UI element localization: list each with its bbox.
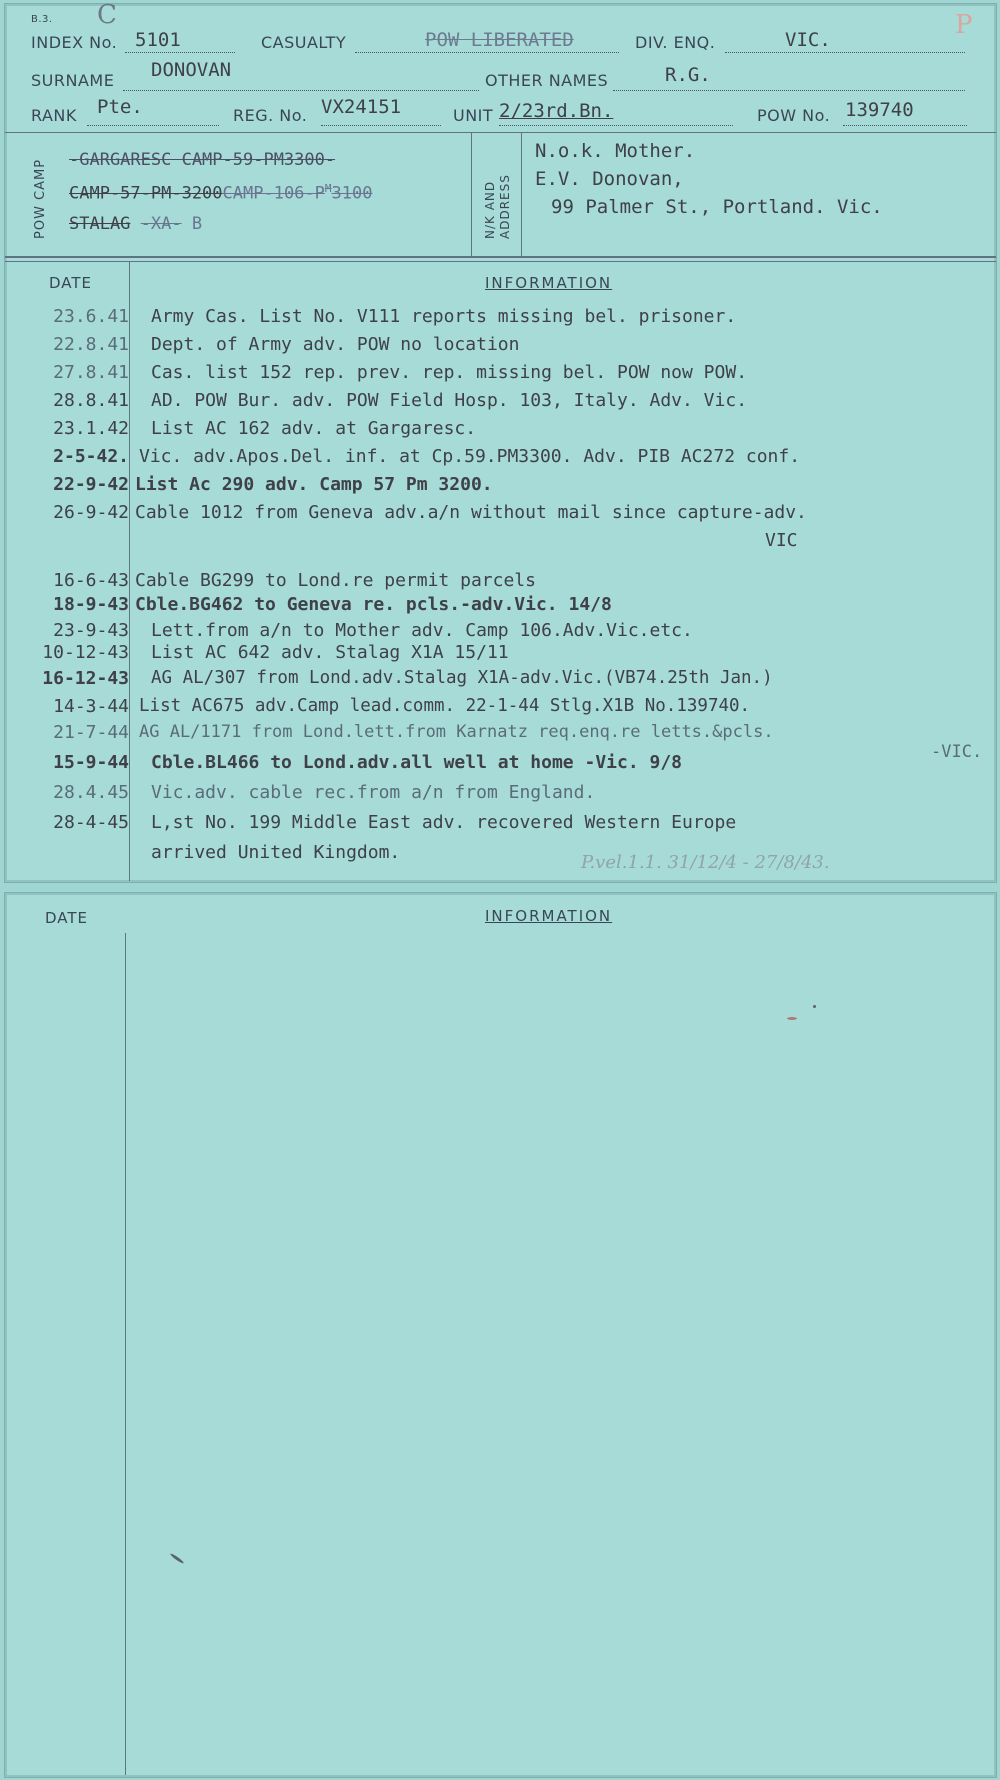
log-text: AG AL/1171 from Lond.lett.from Karnatz req.enq.re letts.&pcls.: [139, 722, 774, 742]
log-text: AG AL/307 from Lond.adv.Stalag X1A-adv.Vic.(VB74.25th Jan.): [151, 668, 773, 688]
nok-label-line-1: N/K AND: [483, 180, 497, 239]
log-text-continued: VIC: [765, 530, 798, 551]
nok-line-2: E.V. Donovan,: [535, 168, 684, 190]
log-text: List AC675 adv.Camp lead.comm. 22-1-44 Stlg.X1B No.139740.: [139, 696, 751, 716]
log-date: 23-9-43: [53, 620, 129, 641]
log-row: [5, 594, 996, 622]
log-date: 21-7-44: [53, 722, 129, 743]
log-row: [5, 474, 996, 502]
log-text: AD. POW Bur. adv. POW Field Hosp. 103, Italy. Adv. Vic.: [151, 390, 748, 411]
pow-camp-106: CAMP-106-P: [222, 183, 325, 204]
log-row: [5, 812, 996, 868]
form-code: B.3.: [31, 14, 53, 25]
surname-value: DONOVAN: [151, 59, 232, 81]
ink-speck: [170, 1553, 185, 1565]
pow-no-label: POW No.: [757, 106, 831, 125]
log-row: [5, 362, 996, 390]
log-text: Vic.adv. cable rec.from a/n from England.: [151, 782, 596, 803]
nok-label: [483, 174, 513, 239]
log-row: [5, 752, 996, 780]
log-date: 23.6.41: [53, 306, 129, 327]
log-row: [5, 696, 996, 724]
pow-camp-line-2: [69, 182, 372, 204]
index-label: INDEX No.: [31, 33, 118, 52]
ink-speck: [813, 1005, 816, 1008]
log-date: 2-5-42.: [53, 446, 129, 467]
nok-label-line-2: ADDRESS: [498, 174, 512, 239]
card-back: [4, 892, 997, 1778]
log-row: [5, 642, 996, 670]
log-date: 18-9-43: [53, 594, 129, 615]
log-date: 23.1.42: [53, 418, 129, 439]
pow-camp-106-pm: 3100: [331, 183, 373, 204]
log-date: 16-6-43: [53, 570, 129, 591]
log-text: Cas. list 152 rep. prev. rep. missing bel. POW now POW.: [151, 362, 748, 383]
handwritten-mark: C: [97, 0, 117, 30]
log-text: L,st No. 199 Middle East adv. recovered Western Europe: [151, 812, 737, 833]
log-date: 14-3-44: [53, 696, 129, 717]
log-text: Cable BG299 to Lond.re permit parcels: [135, 570, 536, 591]
other-names-value: R.G.: [665, 64, 711, 86]
pow-camp-label: POW CAMP: [33, 158, 48, 239]
log-date: 28.4.45: [53, 782, 129, 803]
casualty-value: POW LIBERATED: [425, 29, 574, 51]
log-text: Vic. adv.Apos.Del. inf. at Cp.59.PM3300. Adv. PIB AC272 conf.: [139, 446, 801, 467]
log-date: 16-12-43: [42, 668, 129, 689]
ink-speck: [787, 1017, 797, 1020]
handwritten-initials: P.vel.1.1. 31/12/4 - 27/8/43.: [581, 852, 830, 873]
log-text-continued: -VIC.: [931, 742, 983, 762]
log-date: 10-12-43: [42, 642, 129, 663]
stalag-number: -XA-: [140, 214, 182, 234]
log-text: Dept. of Army adv. POW no location: [151, 334, 520, 355]
reg-no-label: REG. No.: [233, 106, 308, 125]
rank-label: RANK: [31, 106, 77, 125]
index-value: 5101: [135, 29, 181, 51]
back-date-column-header: DATE: [45, 909, 89, 927]
log-row: [5, 446, 996, 474]
stalag-suffix: B: [191, 214, 203, 234]
log-date: 22.8.41: [53, 334, 129, 355]
log-row: [5, 390, 996, 418]
log-text: List AC 162 adv. at Gargaresc.: [151, 418, 477, 439]
casualty-label: CASUALTY: [261, 33, 347, 52]
unit-label: UNIT: [453, 106, 494, 125]
stalag-label: STALAG: [69, 214, 131, 234]
log-date: 15-9-44: [53, 752, 129, 773]
log-date: 27.8.41: [53, 362, 129, 383]
information-column-header: INFORMATION: [485, 274, 613, 292]
log-text: Lett.from a/n to Mother adv. Camp 106.Adv.Vic.etc.: [151, 620, 693, 641]
log-row: [5, 334, 996, 362]
back-information-column-header: INFORMATION: [485, 907, 613, 925]
log-text: List AC 642 adv. Stalag X1A 15/11: [151, 642, 509, 663]
log-date: 28-4-45: [53, 812, 129, 833]
log-row: [5, 306, 996, 334]
reg-no-value: VX24151: [321, 96, 402, 118]
log-date: 28.8.41: [53, 390, 129, 411]
pow-camp-line-1: -GARGARESC CAMP-59-PM3300-: [69, 150, 336, 170]
log-text: Cable 1012 from Geneva adv.a/n without mail since capture-adv.: [135, 502, 807, 523]
pow-camp-106-sup: M: [324, 182, 332, 195]
log-text: Cble.BL466 to Lond.adv.all well at home -Vic. 9/8: [151, 752, 683, 773]
card-front: [4, 0, 997, 883]
nok-line-1: N.o.k. Mother.: [535, 140, 696, 162]
log-row: [5, 502, 996, 558]
div-enq-value: VIC.: [785, 29, 831, 51]
log-date: 26-9-42: [53, 502, 129, 523]
pow-no-value: 139740: [845, 99, 914, 121]
div-enq-label: DIV. ENQ.: [635, 33, 716, 52]
corner-mark: P: [955, 10, 973, 40]
log-date: 22-9-42: [53, 474, 129, 495]
unit-value: 2/23rd.Bn.: [499, 100, 614, 122]
pow-camp-57: CAMP-57-PM-3200: [69, 183, 223, 204]
date-column-header: DATE: [49, 274, 93, 292]
log-text: Army Cas. List No. V111 reports missing bel. prisoner.: [151, 306, 737, 327]
rank-value: Pte.: [97, 96, 143, 118]
pow-camp-line-3: [69, 214, 202, 234]
surname-label: SURNAME: [31, 71, 115, 90]
log-text-continued: arrived United Kingdom.: [151, 842, 401, 863]
log-row: [5, 418, 996, 446]
log-text: Cble.BG462 to Geneva re. pcls.-adv.Vic. 14/8: [135, 594, 612, 615]
log-text: List Ac 290 adv. Camp 57 Pm 3200.: [135, 474, 493, 495]
log-row: [5, 782, 996, 810]
other-names-label: OTHER NAMES: [485, 71, 609, 90]
log-row: [5, 668, 996, 696]
nok-line-3: 99 Palmer St., Portland. Vic.: [551, 196, 883, 218]
